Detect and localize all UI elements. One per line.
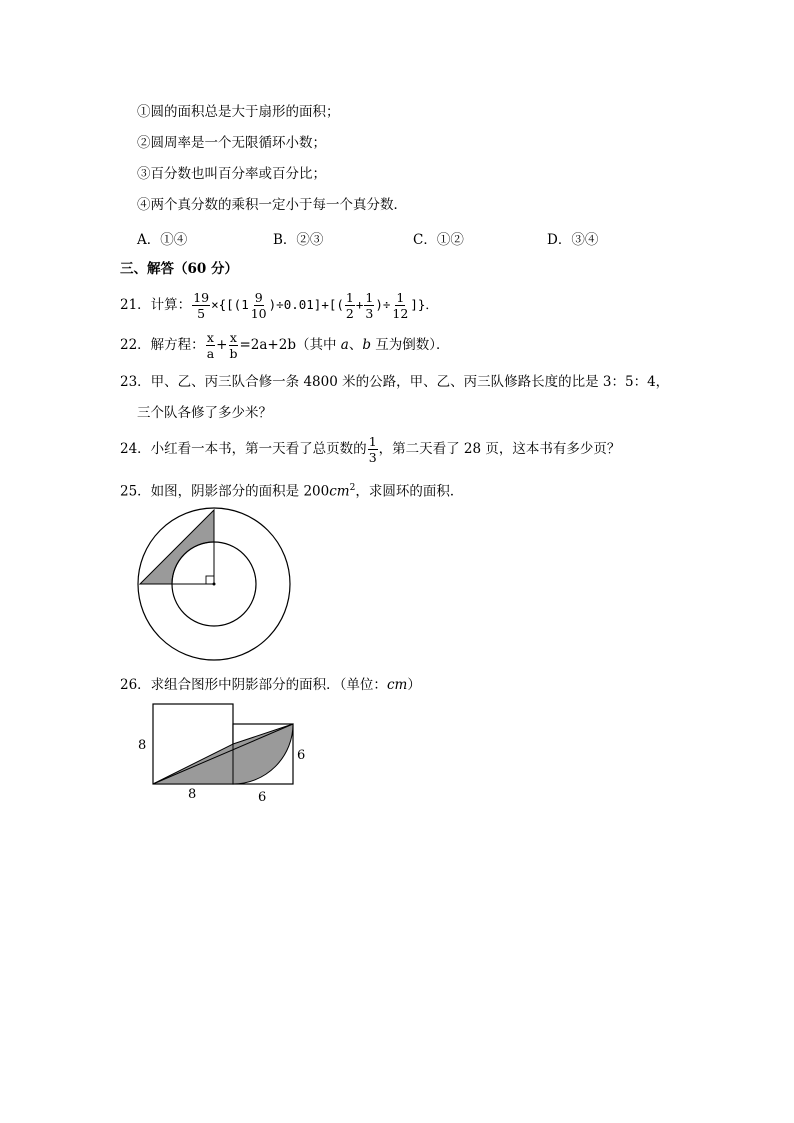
- q21-f1-den: 5: [197, 306, 206, 321]
- q21-part-4: )÷: [375, 297, 391, 312]
- q22-rhs: =2a+2b: [239, 337, 296, 353]
- q24-f-den: 3: [368, 450, 377, 465]
- q24-text-start: 24．小红看一本书，第一天看了总页数的: [120, 441, 367, 457]
- q21-fraction-4: [364, 290, 374, 321]
- q21-part-1: ×{[(1: [211, 297, 249, 312]
- q21-f5-den: 12: [392, 306, 409, 321]
- q25-text-start: 25．如图，阴影部分的面积是 200: [120, 483, 330, 500]
- q21-part-3: +: [355, 297, 364, 312]
- q21-fraction-1: [192, 290, 210, 321]
- q25-unit-exponent: 2: [349, 483, 356, 493]
- q22-f2-den: b: [229, 346, 238, 361]
- q22-fraction-2: [228, 330, 238, 361]
- question-23-line-1: 23．甲、乙、丙三队合修一条 4800 米的公路，甲、乙、丙三队修路长度的比是 3：5：4，: [120, 374, 670, 390]
- q21-f3-num: 1: [345, 290, 354, 305]
- q22-note-start: （其中: [295, 337, 341, 353]
- statement-4: ④两个真分数的乘积一定小于每一个真分数．: [137, 197, 407, 213]
- statement-3: ③百分数也叫百分率或百分比；: [137, 166, 326, 182]
- statement-2: ②圆周率是一个无限循环小数；: [137, 135, 326, 151]
- option-b: B．②③: [273, 232, 324, 248]
- question-21: [120, 288, 438, 322]
- question-25: [120, 479, 463, 501]
- option-a: A．①④: [137, 232, 188, 248]
- q21-f3-den: 2: [345, 306, 354, 321]
- composite-figure: [130, 698, 320, 806]
- question-24: [120, 432, 620, 466]
- statement-1: ①圆的面积总是大于扇形的面积；: [137, 104, 340, 120]
- q22-sep: 、: [348, 337, 363, 353]
- section-heading: 三、解答（60 分）: [120, 261, 238, 277]
- q24-fraction: [368, 434, 378, 465]
- label-bottom-left: 8: [188, 787, 197, 802]
- q22-label: 22．解方程：: [120, 337, 205, 353]
- q21-fraction-3: [345, 290, 355, 321]
- q24-f-num: 1: [368, 434, 377, 449]
- q26-text-end: ）: [407, 677, 421, 693]
- q22-f1-num: x: [206, 330, 214, 345]
- q21-fraction-2: [250, 290, 268, 321]
- q22-fraction-1: [206, 330, 215, 361]
- q21-f4-num: 1: [365, 290, 374, 305]
- label-left-side: 8: [138, 738, 147, 753]
- q21-f2-num: 9: [254, 290, 263, 305]
- q21-fraction-5: [391, 290, 409, 321]
- q22-f1-den: a: [206, 346, 215, 361]
- q21-part-5: ]}．: [410, 297, 438, 312]
- q22-var-b: b: [362, 337, 371, 353]
- q22-note-end: 互为倒数）．: [370, 337, 450, 353]
- q21-f2-den: 10: [250, 306, 267, 321]
- q21-f1-num: 19: [193, 290, 210, 305]
- question-22: [120, 330, 450, 361]
- q22-plus: +: [216, 337, 228, 353]
- q26-unit: cm: [386, 677, 408, 693]
- q21-f4-den: 3: [365, 306, 374, 321]
- label-bottom-right: 6: [258, 790, 267, 805]
- option-d: D．③④: [547, 232, 599, 248]
- question-23-line-2: 三个队各修了多少米？: [137, 405, 272, 421]
- q21-part-2: )÷0.01]+[(: [268, 297, 344, 312]
- q21-label: 21．计算：: [120, 297, 192, 313]
- question-26: [120, 676, 421, 694]
- annulus-figure: [130, 505, 302, 670]
- option-c: C．①②: [413, 232, 464, 248]
- q25-text-end: ，求圆环的面积．: [355, 483, 464, 500]
- q24-text-end: ，第二天看了 28 页，这本书有多少页？: [378, 441, 621, 457]
- q21-f5-num: 1: [396, 290, 405, 305]
- q22-f2-num: x: [229, 330, 237, 345]
- center-point: [213, 583, 216, 586]
- q25-unit: cm: [329, 483, 350, 500]
- label-right-side: 6: [297, 748, 306, 763]
- q22-var-a: a: [340, 337, 349, 353]
- q26-text-start: 26．求组合图形中阴影部分的面积．（单位：: [120, 677, 387, 693]
